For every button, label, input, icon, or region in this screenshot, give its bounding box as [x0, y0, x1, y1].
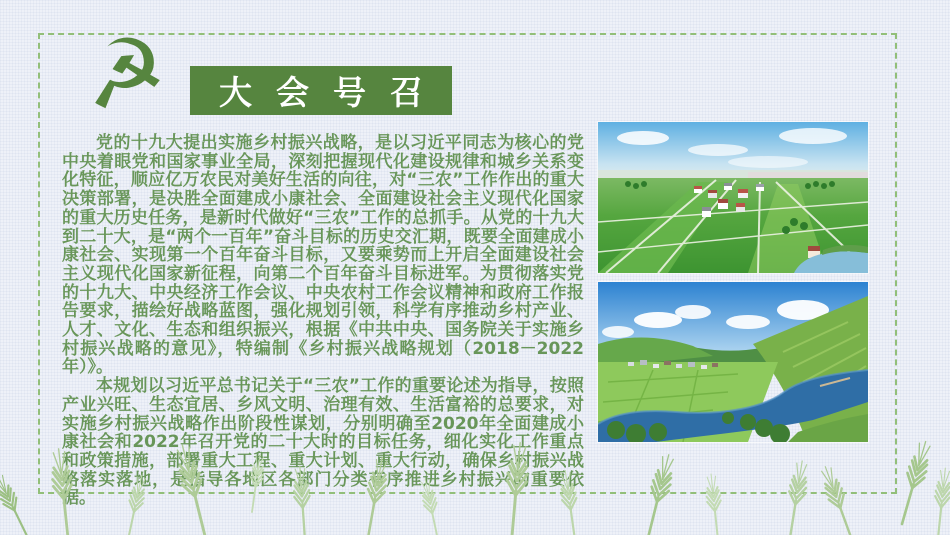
page-title: 大会号召 [219, 73, 447, 112]
farmland-aerial-photo [598, 122, 868, 273]
paragraph-2: 本规划以习近平总书记关于“三农”工作的重要论述为指导，按照产业兴旺、生态宜居、乡风文明、治理有效、生活富裕的总要求，对实施乡村振兴战略作出阶段性谋划，分别明确至2020年全面建成小康社会和2022年召开党的二十大时的目标任务，细化实化工作重点和政策措施，部署重大工程、重大计划、重大行动，确保乡村振兴战略落实落地，是指导各地区各部门分类有序推进乡村振兴的重要依据。 [62, 376, 584, 509]
title-banner [190, 66, 452, 115]
body-text-block [62, 134, 584, 508]
river-valley-photo [598, 282, 868, 442]
paragraph-1: 党的十九大提出实施乡村振兴战略，是以习近平同志为核心的党中央着眼党和国家事业全局，深刻把握现代化建设规律和城乡关系变化特征，顺应亿万农民对美好生活的向往，对“三农”工作作出的重大决策部署，是决胜全面建成小康社会、全面建设社会主义现代化国家的重大历史任务，是新时代做好“三农”工作的总抓手。从党的十九大到二十大，是“两个一百年”奋斗目标的历史交汇期，既要全面建成小康社会、实现第一个百年奋斗目标，又要乘势而上开启全面建设社会主义现代化国家新征程，向第二个百年奋斗目标进军。为贯彻落实党的十九大、中央经济工作会议、中央农村工作会议精神和政府工作报告要求，描绘好战略蓝图，强化规划引领，科学有序推动乡村产业、人才、文化、生态和组织振兴，根据《中共中央、国务院关于实施乡村振兴战略的意见》，特编制《乡村振兴战略规划（2018－2022年）》。 [62, 133, 584, 378]
hammer-and-sickle-icon: ☭ [76, 14, 174, 133]
